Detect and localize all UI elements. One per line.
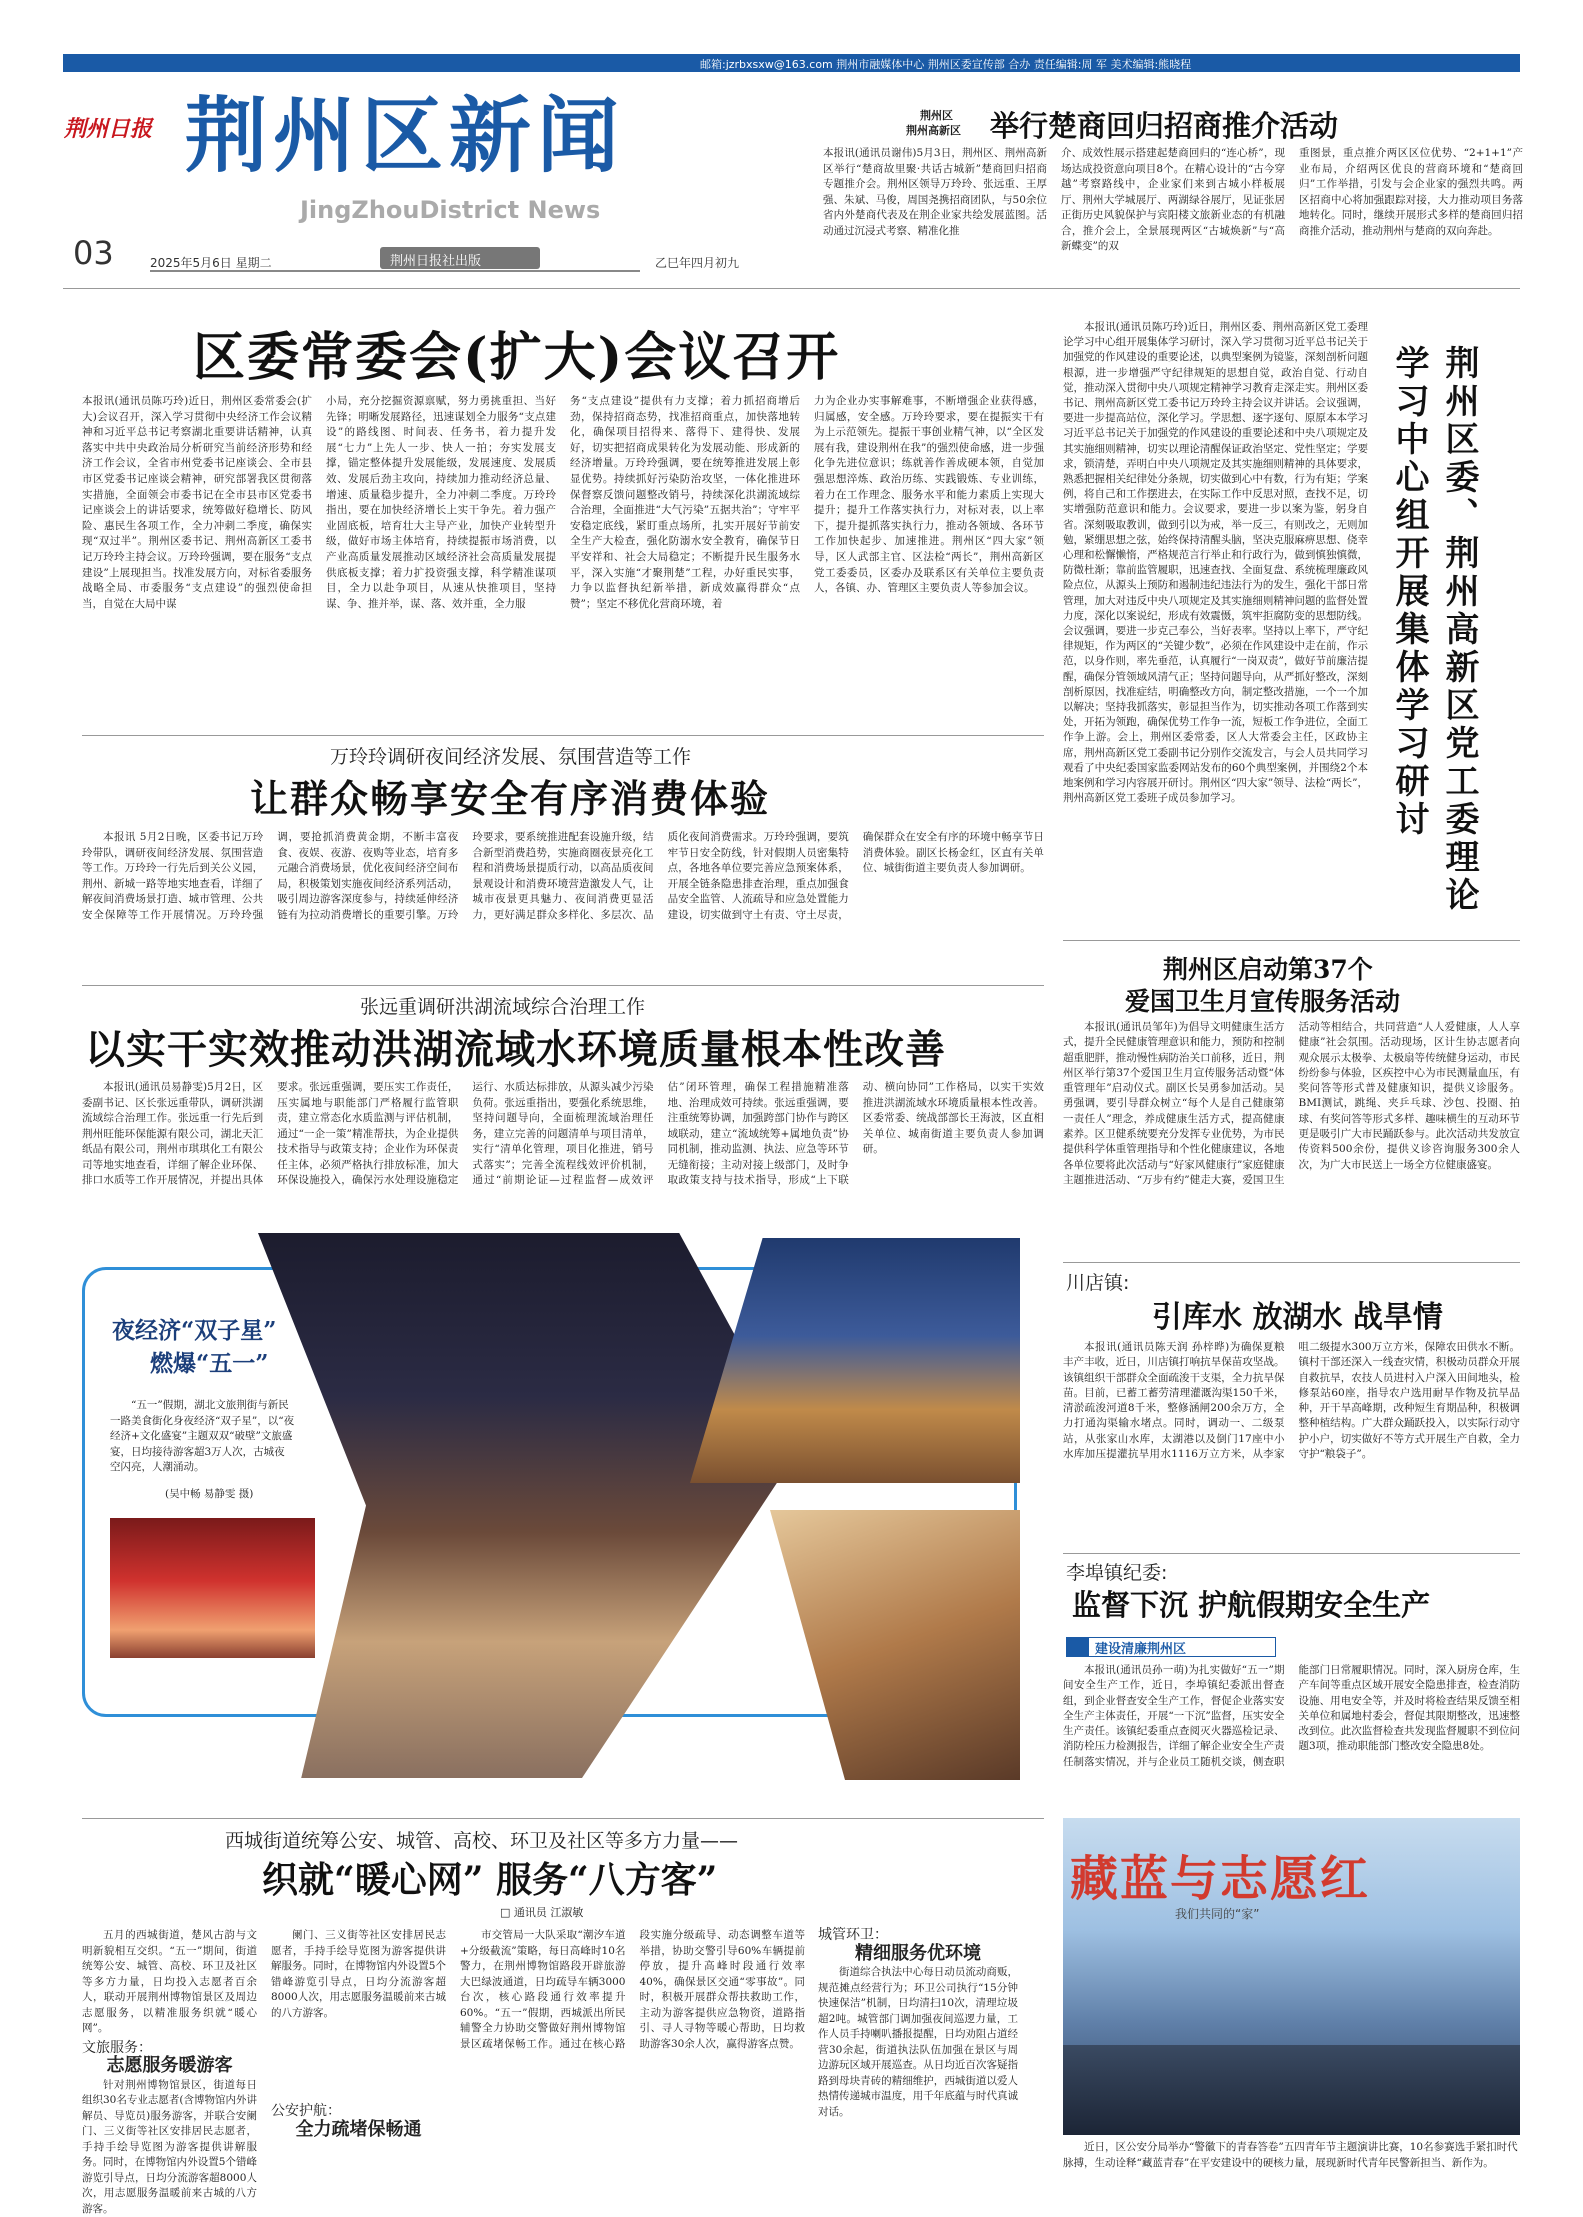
top-story-col: 本报讯(通讯员谢伟)5月3日，荆州区、荆州高新区举行“楚商故里聚·共话古城新”楚商回归招商专题推介会。荆州区领导万玲玲、张远重、王厚强、朱斌、马俊，周国尧携招商团队，与50余位省内外楚商代表及在荆企业家共绘发展蓝图。活动通过沉浸式考察、精准化推 [823,146,1047,278]
story7-sub3-label: 城管环卫： [818,1928,1018,1944]
story7-kicker: 西城街道统筹公安、城管、高校、环卫及社区等多方力量—— [225,1826,738,1853]
divider [82,1818,1044,1819]
clean-logo-icon [1067,1638,1089,1656]
story7-sub3-body: 街道综合执法中心每日动员流动商贩，规范摊点经营行为；环卫公司执行“15分钟快速保洁”机制，日均清扫10次，清理垃圾超2吨。城管部门调加强夜间巡逻力量，工作人员手持喇叭播报提醒，日均劝阻占道经营30余起，街道执法队伍加强在景区与周边游玩区域开展巡查。从日均近百次客疑指路到母块青砖的精细维护，西城街道以爱人热情传递城市温度，用千年底蕴与时代真诚对话。 [818,1965,1018,2120]
clean-jingzhou-badge [1066,1637,1276,1657]
story7-title: 织就“暖心网” 服务“八方客” [262,1852,717,1903]
story5-body: 本报讯(通讯员陈天润 孙梓晔)为确保夏粮丰产丰收，近日，川店镇打响抗旱保苗攻坚战。该镇组织干部群众全面疏浚干支渠，全力抗旱保苗。目前，已蓄工蓄劳清理灌溉沟渠150千米，清淤疏浚河道8千米，整修涵闸200余万方，全力打通沟渠输水堵点。同时，调动一、二级泵站，从张家山水库，太湖港以及倒门17座中小水库加压提灌抗旱用水1116万立方米，从李家咀二级提水300万立方米，保障农田供水不断。镇村干部还深入一线查灾情，积极动员群众开展自救抗旱，农技人员进村入户深入田间地头，检修泵站60座，指导农户选用耐旱作物及抗旱品种，开干旱高峰期，改种短生育期品种，积极调整种植结构。广大群众踊跃投入，以实际行动守护小户，切实做好不等方式开展生产自救，全力守护“粮袋子”。 [1063,1340,1520,1542]
lead-story-body [82,394,1044,730]
lead-story-col: 小局，充分挖掘资源禀赋，努力勇挑重担、当好先锋；明晰发展路径，迅速谋划全力服务“支点建设”的路线图、时间表、任务书，着力提升发展“七力”上先人一步、快人一拍；夯实发展支撑，锚定整体提升发展能级，发展速度、发展质效、发展后劲主攻向，持续加力推动经济总量、增速、质量稳步提升，全力冲刺二季度。万玲玲指出，要在加快经济增长上实干争先。着力强产业固底板，培育壮大主导产业，加快产业转型升级，做好市场主体培育，持续提振市场消费，以产业高质量发展推动区域经济社会高质量发展提供底板支撑；着力扩投资强支撑，科学精准谋项目，全力以赴争项目，从速从快推项目，坚持谋、争、推并举，谋、落、效并重，全力服 [326,394,556,730]
top-story-col: 介、成效性展示搭建起楚商回归的“连心桥”，现场达成投资意向项目8个。在精心设计的“古今穿越”考察路线中，企业家们来到古城小样板展厅、荆州大学城展厅、两湖绿谷展厅，见证张居正街历史风貌保护与宾阳楼文旅新业态的有机融合，推介会上，全景展现两区“古城焕新”与“高新蝶变”的双 [1061,146,1285,278]
story7-byline: □ 通讯员 江淑敏 [500,1905,583,1921]
story4-title-2: 爱国卫生月宣传服务活动 [1125,982,1400,1018]
story7-col1 [82,1928,257,2188]
masthead-title-en: JingZhouDistrict News [300,196,600,224]
top-story-title: 举行楚商回归招商推介活动 [990,104,1338,145]
masthead-title: 荆州区新闻 [185,86,625,186]
contact-text: 邮箱:jzrbxsxw@163.com 荆州市融媒体中心 荆州区委宣传部 合办 责任编辑:周 军 美术编辑:熊晓程 [700,56,1520,72]
top-story-tag2: 荆州高新区 [906,122,961,138]
story5-kicker: 川店镇: [1066,1268,1129,1295]
speech-contest-caption: 近日，区公安分局举办“警徽下的青春答卷”五四青年节主题演讲比赛，10名参赛选手紧扣时代脉搏，生动诠释“藏蓝青春”在平安建设中的硬核力量，展现新时代青年民警新担当、新作为。 [1063,2140,1520,2192]
top-story-tag1: 荆州区 [920,107,953,123]
newspaper-logo: 荆州日报 [64,112,169,143]
story7-col4 [818,1928,1018,2188]
top-story-body [823,146,1523,278]
night-market-photo-left [110,1518,315,1658]
story5-title: 引库水 放湖水 战旱情 [1152,1292,1443,1336]
story7-sub2-label: 公安护航： [271,2104,446,2120]
top-story-col: 重图景，重点推介两区区位优势、“2+1+1”产业布局，介绍两区优良的营商环境和“楚商回归”工作举措，引发与会企业家的强烈共鸣。两区招商中心将加强跟踪对接，大力推动项目务落地转化。同时，继续开展形式多样的楚商回归招商推介活动，推动荆州与楚商的双向奔赴。 [1299,146,1523,278]
story7-sub2-title: 全力疏堵保畅通 [271,2122,446,2138]
divider [82,735,1044,736]
story6-body: 本报讯(通讯员孙一萌)为扎实做好“五一”期间安全生产工作，近日，李埠镇纪委派出督查组，到企业督查安全生产工作，督促企业落实安全生产主体责任，开展“一下沉”监督，压实安全生产责任。该镇纪委重点查阅灭火器巡检记录、消防栓压力检测报告，详细了解企业安全生产责任制落实情况，并与企业员工随机交谈，侧查职能部门日常履职情况。同时，深入厨房仓库，生产车间等重点区域开展安全隐患排查，检查消防设施、用电安全等，并及时将检查结果反馈至相关单位和属地村委会，督促其限期整改，迅速整改到位。此次监督检查共发现监督履职不到位问题3项，推动职能部门整改安全隐患8处。 [1063,1663,1520,1813]
publisher-text: 荆州日报社出版 [390,250,481,269]
lead-story-col: 力为企业办实事解难事，不断增强企业获得感，归属感，安全感。万玲玲要求，要在提振实干有为上示范领先。提振干事创业精气神，以“全区发展有我，建设荆州在我”的强烈使命感，进一步强化争先进位意识；练就善作善成硬本领，自觉加强思想淬炼、政治历练、实践锻炼、专业训练，着力在工作理念、服务水平和能力素质上实现大提升；提升工作落实执行力，对标对表，以上率下，提升提抓落实执行力，推动各领域、各环节工作加快起步、加速推进。荆州区“四大家”领导，区人武部主官、区法检“两长”，荆州高新区党工委委员，区委办及联系区有关单位主要负责人，各镇、办、管理区主要负责人等参加会议。 [814,394,1044,730]
story7-sub1-body: 针对荆州博物馆景区，街道每日组织30名专业志愿者(含博物馆内外讲解员、导览员)服务游客，并联合安阑门、三义街等社区安排居民志愿者，手持手绘导览图为游客提供讲解服务。同时，在博物馆内外设置5个错峰游览引导点，日均分流游客超8000人次，用志愿服务温暖前来古城的八方游客。 [82,2078,257,2217]
story4-title-1: 荆州区启动第37个 [1163,950,1373,986]
photo-feature-credit: (吴中畅 易静雯 摄) [165,1486,253,1502]
story7-sub1-label: 文旅服务： [82,2041,257,2057]
story4-body: 本报讯(通讯员邹年)为倡导文明健康生活方式，提升全民健康管理意识和能力，预防和控制超重肥胖，推动慢性病防治关口前移，近日，荆州区举行第37个爱国卫生月宣传服务活动暨“体重管理年”启动仪式。副区长吴勇参加活动。吴勇强调，要引导群众树立“每个人是自己健康第一责任人”理念，养成健康生活方式，提高健康素养。区卫健系统要充分发挥专业优势，为市民提供科学体重管理指导和个性化健康建议，各地各单位要将此次活动与“好家风健康行”家庭健康主题推进活动、“万步有约”健走大赛，爱国卫生活动等相结合，共同营造“人人爱健康，人人享健康”社会氛围。活动现场，区计生协志愿者向观众展示太极拳、太极扇等传统健身运动，市民纷纷参与体验，区疾控中心为市民测量血压，有奖问答等形式普及健康知识，提供义诊服务。BMI测试，跳绳、夹乒乓球、沙包、投圈、拍球、有奖问答等形式多样、趣味横生的互动环节更是吸引广大市民踊跃参与。此次活动共发放宣传资料500余份，提供义诊咨询服务300余人次，为广大市民送上一场全方位健康盛宴。 [1063,1020,1520,1255]
story2-title: 让群众畅享安全有序消费体验 [250,768,770,823]
story7-intro: 五月的西城街道，楚风古韵与文明新貌相互交织。“五一”期间，街道统筹公安、城管、高校、环卫及社区等多方力量，日均投入志愿者百余人，联动开展荆州博物馆景区及周边志愿服务，以精准服务织就“暖心网”。 [82,1928,257,2037]
night-market-photo-right-bottom [770,1510,1020,1780]
story7-sub3-title: 精细服务优环境 [818,1946,1018,1962]
speech-contest-stage [1063,2045,1520,2135]
story2-body: 本报讯 5月2日晚，区委书记万玲玲带队，调研夜间经济发展、氛围营造等工作。万玲玲一行先后到关公义园，荆州、新城一路等地实地查看，详细了解夜间消费场景打造、城市管理、公共安全保障等工作开展情况。万玲玲强调，要抢抓消费黄金期，不断丰富夜食、夜娱、夜游、夜购等业态，培育多元融合消费场景，优化夜间经济空间布局，积极策划实施夜间经济系列活动，吸引周边游客深度参与，持续延伸经济链有为拉动消费增长的重要引擎。万玲玲要求，要系统推进配套设施升级，结合新型消费趋势，实施商圈夜景亮化工程和消费场景提质行动，以高品质夜间景观设计和消费环境营造激发人气，让城市夜景更具魅力、夜间消费更显活力，更好满足群众多样化、多层次、品质化夜间消费需求。万玲玲强调，要筑牢节日安全防线，针对假期人员密集特点，各地各单位要完善应急预案体系，开展全链条隐患排查治理，重点加强食品安全监管、人流疏导和应急处置能力建设，切实做到守土有责、守土尽责，确保群众在安全有序的环境中畅享节日消费体验。副区长杨金红，区直有关单位、城街街道主要负责人参加调研。 [82,830,1044,980]
divider [1063,1553,1520,1554]
story7-sub1-continued: 阑门、三义街等社区安排居民志愿者，手持手绘导览图为游客提供讲解服务。同时，在博物馆内外设置5个错峰游览引导点，日均分流游客超8000人次，用志愿服务温暖前来古城的八方游客。 [271,1928,446,2098]
story3-body: 本报讯(通讯员易静雯)5月2日，区委副书记、区长张远重带队，调研洪湖流域综合治理工作。张远重一行先后到荆州旺能环保能源有限公司，湖北天汇纸品有限公司，荆州市琪琪化工有限公司等地实地查看，详细了解企业环保、排口水质等工作开展情况，并提出具体要求。张远重强调，要压实工作责任，压实属地与职能部门严格履行监管职责，建立常态化水质监测与评估机制，通过“一企一策”精准帮扶，为企业提供技术指导与政策支持；企业作为环保责任主体，必须严格执行排放标准，加大环保设施投入，确保污水处理设施稳定运行、水质达标排放，从源头减少污染负荷。张远重指出，要强化系统思维，坚持问题导向，全面梳理流域治理任务，建立完善的问题清单与项目清单，实行“清单化管理，项目化推进，销号式落实”；完善全流程线效评价机制，通过“前期论证—过程监督—成效评估”闭环管理，确保工程措施精准落地、治理成效可持续。张远重强调，要注重统筹协调，加强跨部门协作与跨区域联动，建立“流域统筹+属地负责”协同机制，推动监测、执法、应急等环节无缝衔接；主动对接上级部门，及时争取政策支持与技术指导，形成“上下联动、横向协同”工作格局，以实干实效推进洪湖流域水环境质量根本性改善。区委常委、统战部部长王海波，区直相关单位、城南街道主要负责人参加调研。 [82,1080,1044,1240]
story6-title: 监督下沉 护航假期安全生产 [1072,1583,1430,1624]
side-story-title: 荆州区委、荆州高新区党工委理论学习中心组开展集体学习研讨 [1374,345,1484,925]
divider [1063,940,1520,941]
divider [82,985,1044,986]
story7-sub2-body: 市交管局一大队采取“潮汐车道+分级截流”策略，每日高峰时10名警力，在荆州博物馆路段开辟旅游大巴绿波通道，日均疏导车辆3000台次，核心路段通行效率提升60%。“五一”假期，西城派出所民辅警全力协助交警做好荆州博物馆景区疏堵保畅工作。通过在核心路段实施分级疏导、动态调整车道等举措，协助交警引导60%车辆提前停放，提升高峰时段通行效率40%，确保景区交通“零事故”。同时，积极开展群众帮扶救助工作，主动为游客提供应急物资，道路指引、寻人寻物等暖心帮助，日均救助游客30余人次，赢得游客点赞。 [460,1928,805,2186]
story6-kicker: 李埠镇纪委: [1066,1558,1167,1585]
issue-date: 2025年5月6日 星期二 [150,254,272,271]
speech-contest-banner: 藏蓝与志愿红 [1070,1840,1370,1909]
clean-badge-label: 建设清廉荆州区 [1095,1638,1186,1657]
divider [1063,1262,1520,1263]
story3-kicker: 张远重调研洪湖流域综合治理工作 [360,992,645,1019]
photo-feature-title-1: 夜经济“双子星” [112,1312,276,1345]
lead-story-col: 本报讯(通讯员陈巧玲)近日，荆州区委常委会(扩大)会议召开，深入学习贯彻中央经济工作会议精神和习近平总书记考察湖北重要讲话精神，认真落实中共中央政治局分析研究当前经济形势和经济工作会议，全省市州党委书记座谈会、全市县市区党委书记座谈会精神，研究部署我区贯彻落实措施，全面领会市委书记在全市县市区党委书记座谈会上的讲话要求，统筹做好稳增长、防风险、惠民生各项工作，全力冲刺二季度，确保实现“双过半”。荆州区委书记、荆州高新区工委书记万玲玲主持会议。万玲玲强调，要在服务“支点建设”上展现担当。找准发展方向，对标省委服务战略全局、市委服务“支点建设”的强烈使命担当，自觉在大局中谋 [82,394,312,730]
page-number: 03 [73,234,114,272]
photo-feature-caption: “五一”假期，湖北文旅荆街与新民一路美食街化身夜经济“双子星”，以“夜经济+文化盛宴”主题双双“破壁”文旅盛宴，日均接待游客超3万人次，古城夜空闪亮，人潮涌动。 [110,1398,295,1476]
lead-story-title: 区委常委会(扩大)会议召开 [193,315,840,390]
speech-contest-banner-sub: 我们共同的“家” [1175,1905,1259,1922]
date-bar [150,270,640,272]
story7-sub1-title: 志愿服务暖游客 [82,2058,257,2074]
story3-title: 以实干实效推动洪湖流域水环境质量根本性改善 [85,1018,946,1075]
story2-kicker: 万玲玲调研夜间经济发展、氛围营造等工作 [330,742,691,769]
lead-story-col: 务“支点建设”提供有力支撑；着力抓招商增后劲，保持招商态势，找准招商重点，加快落地转化，确保项目招得来、落得下、建得快、发展好，切实把招商成果转化为发展动能、形成新的经济增量。万玲玲强调，要在统筹推进发展上彰显优势。持续抓好污染防治攻坚，一体化推进环保督察反馈问题整改销号，持续深化洪湖流域综合治理，全面推进“大气污染”五据共治”；守牢平安稳定底线，紧盯重点场所，扎实开展好节前安全生产大检查，强化防溺水安全教育，确保节日平安祥和、社会大局稳定；不断提升民生服务水平，深入实施“才聚荆楚”工程，办好重民实事，力争以监督执纪新举措，新成效赢得群众“点赞”；坚定不移优化营商环境，着 [570,394,800,730]
divider [63,288,1520,289]
side-story-body: 本报讯(通讯员陈巧玲)近日，荆州区委、荆州高新区党工委理论学习中心组开展集体学习研讨，深入学习贯彻习近平总书记关于加强党的作风建设的重要论述，以典型案例为镜鉴，深刻剖析问题根源，进一步增强严守纪律规矩的思想自觉，政治自觉、行动自觉，推动深入贯彻中央八项规定精神学习教育走深走实。荆州区委书记、荆州高新区党工委书记万玲玲主持会议并讲话。会议强调，要进一步提高站位，深化学习。学思想、逐字逐句、原原本本学习习近平总书记关于加强党的作风建设的重要论述和中央八项规定及其实施细则精神，切实以理论清醒保证政治坚定、党性坚定；学要求，锁清楚，弄明白中央八项规定及其实施细则精神的具体要求，熟悉把握相关纪律处分条规，切实做到心中有数，行为有矩；学案例，将自己和工作摆进去，在实际工作中反思对照，查找不足，切实增强防范意识和能力。会议要求，要进一步以案为鉴，躬身自省。深刻吸取教训，做到引以为戒，举一反三，有则改之，无则加勉，紧绷思想之弦，始终保持清醒头脑，坚决克服麻痹思想、侥幸心理和松懈懒惰，严格规范言行举止和行政行为，做到慎独慎微，防微杜渐；靠前监管履职，迅速查找、全面复盘、系统梳理廉政风险点位，从源头上预防和遏制违纪违法行为的发生，强化干部日常管理，加大对违反中央八项规定及其实施细则精神问题的监督处置力度，深化以案说纪，形成有效震慑，筑牢拒腐防变的思想防线。会议强调，要进一步克己奉公，当好表率。坚持以上率下，严守纪律规矩，作为两区的“关键少数”，必须在作风建设中走在前，作示范，以身作则，率先垂范，认真履行“一岗双责”，做好节前廉洁提醒，确保分管领域风清气正；坚持问题导向，从严抓好整改，深刻剖析原因，找准症结，明确整改方向，制定整改措施，一个一个加以解决；坚持我抓落实，彰显担当作为，切实推动各项工作落到实处，开拓为领跑，确保优势工作争一流，短板工作争进位，全面工作争上游。会上，荆州区委常委，区人大常委会主任，区政协主席，荆州高新区党工委副书记分别作交流发言，与会人员共同学习观看了中央纪委国家监委网站发布的60个典型案例，并围绕2个本地案例和学习内容展开研讨。荆州区“四大家”领导、法检“两长”，荆州高新区党工委班子成员参加学习。 [1063,320,1368,935]
photo-feature-title-2: 燃爆“五一” [150,1345,268,1378]
lunar-date: 乙巳年四月初九 [655,254,739,271]
